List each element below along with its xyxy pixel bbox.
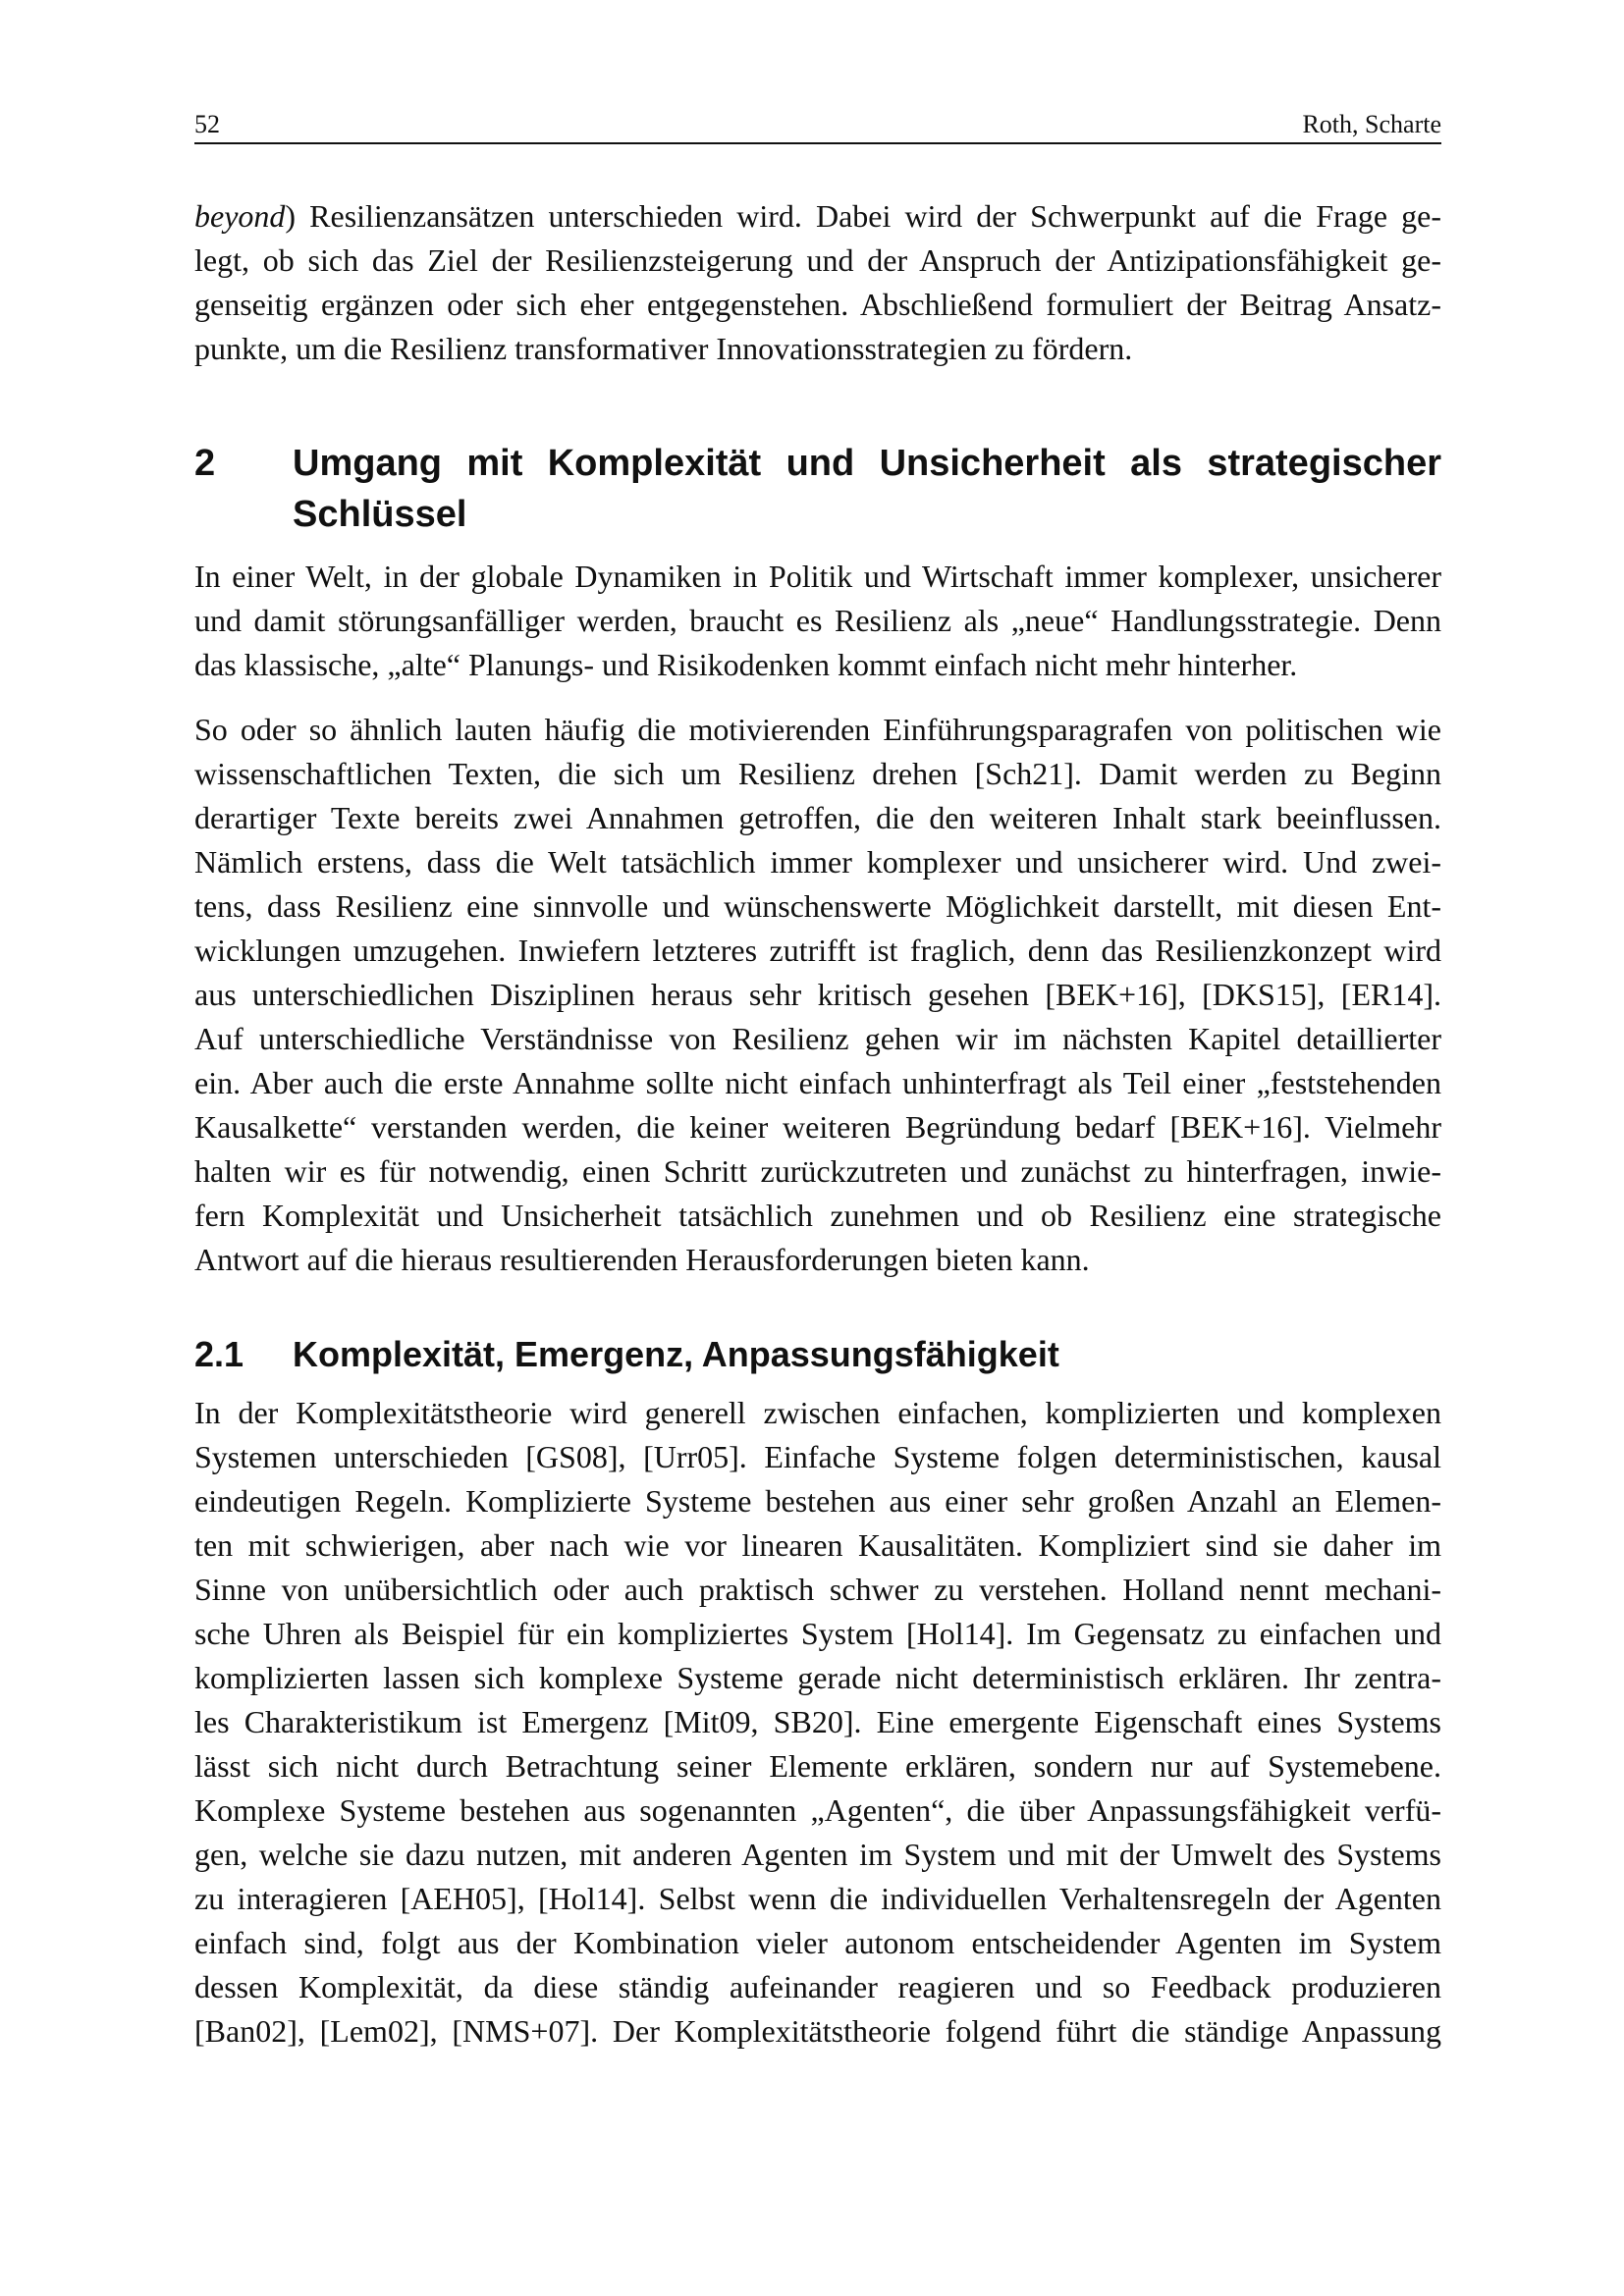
intro-paragraph	[194, 194, 1441, 371]
text-line: Antwort auf die hieraus resultierenden Herausforderungen bieten kann.	[194, 1242, 1090, 1277]
header-rule	[194, 142, 1441, 144]
text-line: ten mit schwierigen, aber nach wie vor linearen Kausalitäten. Kompliziert sind sie daher im	[194, 1527, 1441, 1563]
page-number: 52	[194, 110, 220, 138]
text-line: lässt sich nicht durch Betrachtung seiner Elemente erklären, sondern nur auf Systemebene.	[194, 1748, 1441, 1784]
text-line: In der Komplexitätstheorie wird generell zwischen einfachen, komplizierten und komplexen	[194, 1395, 1441, 1430]
text-line: sche Uhren als Beispiel für ein kompliziertes System [Hol14]. Im Gegensatz zu einfachen und	[194, 1616, 1441, 1651]
text-line: und damit störungsanfälliger werden, braucht es Resilienz als „neue“ Handlungsstrategie. Denn	[194, 603, 1441, 638]
section-title	[293, 438, 1441, 540]
text-line: [Ban02], [Lem02], [NMS+07]. Der Komplexitätstheorie folgend führt die ständige Anpassung	[194, 2013, 1441, 2049]
section-heading	[194, 438, 1441, 540]
text-line: eindeutigen Regeln. Komplizierte Systeme bestehen aus einer sehr großen Anzahl an Elemen-	[194, 1483, 1441, 1519]
text-line: einfach sind, folgt aus der Kombination vieler autonom entscheidender Agenten im System	[194, 1925, 1441, 1960]
subsection-number: 2.1	[194, 1334, 244, 1374]
title-line: Umgang mit Komplexität und Unsicherheit als strategischer	[293, 443, 1441, 484]
italic-term: beyond	[194, 198, 286, 234]
text-line: das klassische, „alte“ Planungs- und Risikodenken kommt einfach nicht mehr hinterher.	[194, 647, 1298, 682]
text-line: komplizierten lassen sich komplexe Systeme gerade nicht deterministisch erklären. Ihr zentra-	[194, 1660, 1441, 1695]
text-line: dessen Komplexität, da diese ständig aufeinander reagieren und so Feedback produzieren	[194, 1969, 1441, 2004]
body-paragraph	[194, 708, 1441, 1282]
text-line	[194, 194, 1441, 239]
text-line: halten wir es für notwendig, einen Schritt zurückzutreten und zunächst zu hinterfragen, inwie-	[194, 1153, 1441, 1189]
page-header	[194, 110, 1441, 145]
text-line: Auf unterschiedliche Verständnisse von Resilienz gehen wir im nächsten Kapitel detaillierter	[194, 1021, 1441, 1056]
text-line: punkte, um die Resilienz transformativer Innovationsstrategien zu fördern.	[194, 331, 1133, 366]
subsection-heading	[194, 1331, 1441, 1378]
running-head: Roth, Scharte	[1302, 110, 1441, 138]
text-line: Nämlich erstens, dass die Welt tatsächlich immer komplexer und unsicherer wird. Und zwei-	[194, 844, 1441, 880]
text-line: wicklungen umzugehen. Inwiefern letzteres zutrifft ist fraglich, denn das Resilienzkonzept wird	[194, 933, 1441, 968]
text-line: legt, ob sich das Ziel der Resilienzsteigerung und der Anspruch der Antizipationsfähigkeit ge-	[194, 242, 1441, 278]
page-body	[194, 194, 1441, 2054]
text-line: So oder so ähnlich lauten häufig die motivierenden Einführungsparagrafen von politischen wie	[194, 712, 1441, 747]
text-line: derartiger Texte bereits zwei Annahmen getroffen, die den weiteren Inhalt stark beeinflussen.	[194, 800, 1441, 835]
text-line: les Charakteristikum ist Emergenz [Mit09, SB20]. Eine emergente Eigenschaft eines Systems	[194, 1704, 1441, 1739]
text-line: gen, welche sie dazu nutzen, mit anderen Agenten im System und mit der Umwelt des Systems	[194, 1837, 1441, 1872]
subsection-title: Komplexität, Emergenz, Anpassungsfähigkeit	[293, 1334, 1059, 1374]
text-line: In einer Welt, in der globale Dynamiken in Politik und Wirtschaft immer komplexer, unsicherer	[194, 559, 1441, 594]
text-line: tens, dass Resilienz eine sinnvolle und wünschenswerte Möglichkeit darstellt, mit diesen Ent-	[194, 888, 1441, 924]
text-line: Sinne von unübersichtlich oder auch praktisch schwer zu verstehen. Holland nennt mechani-	[194, 1572, 1441, 1607]
body-paragraph	[194, 1391, 1441, 2054]
body-paragraph	[194, 555, 1441, 687]
text-line: Systemen unterschieden [GS08], [Urr05]. Einfache Systeme folgen deterministischen, kausal	[194, 1439, 1441, 1474]
text-line: Komplexe Systeme bestehen aus sogenannten „Agenten“, die über Anpassungsfähigkeit verfü-	[194, 1792, 1441, 1828]
text-line: ein. Aber auch die erste Annahme sollte nicht einfach unhinterfragt als Teil einer „feststehenden	[194, 1065, 1441, 1100]
text-line: fern Komplexität und Unsicherheit tatsächlich zunehmen und ob Resilienz eine strategische	[194, 1198, 1441, 1233]
text-line: Kausalkette“ verstanden werden, die keiner weiteren Begründung bedarf [BEK+16]. Vielmehr	[194, 1109, 1441, 1145]
text-line: wissenschaftlichen Texten, die sich um Resilienz drehen [Sch21]. Damit werden zu Beginn	[194, 756, 1441, 791]
line-text: ) Resilienzansätzen unterschieden wird. Dabei wird der Schwerpunkt auf die Frage ge-	[285, 198, 1441, 234]
text-line: genseitig ergänzen oder sich eher entgegenstehen. Abschließend formuliert der Beitrag Ansatz-	[194, 287, 1441, 322]
section-number: 2	[194, 443, 216, 484]
text-line: zu interagieren [AEH05], [Hol14]. Selbst wenn die individuellen Verhaltensregeln der Agenten	[194, 1881, 1441, 1916]
title-line: Schlüssel	[293, 494, 467, 535]
text-line: aus unterschiedlichen Disziplinen heraus sehr kritisch gesehen [BEK+16], [DKS15], [ER14].	[194, 977, 1441, 1012]
